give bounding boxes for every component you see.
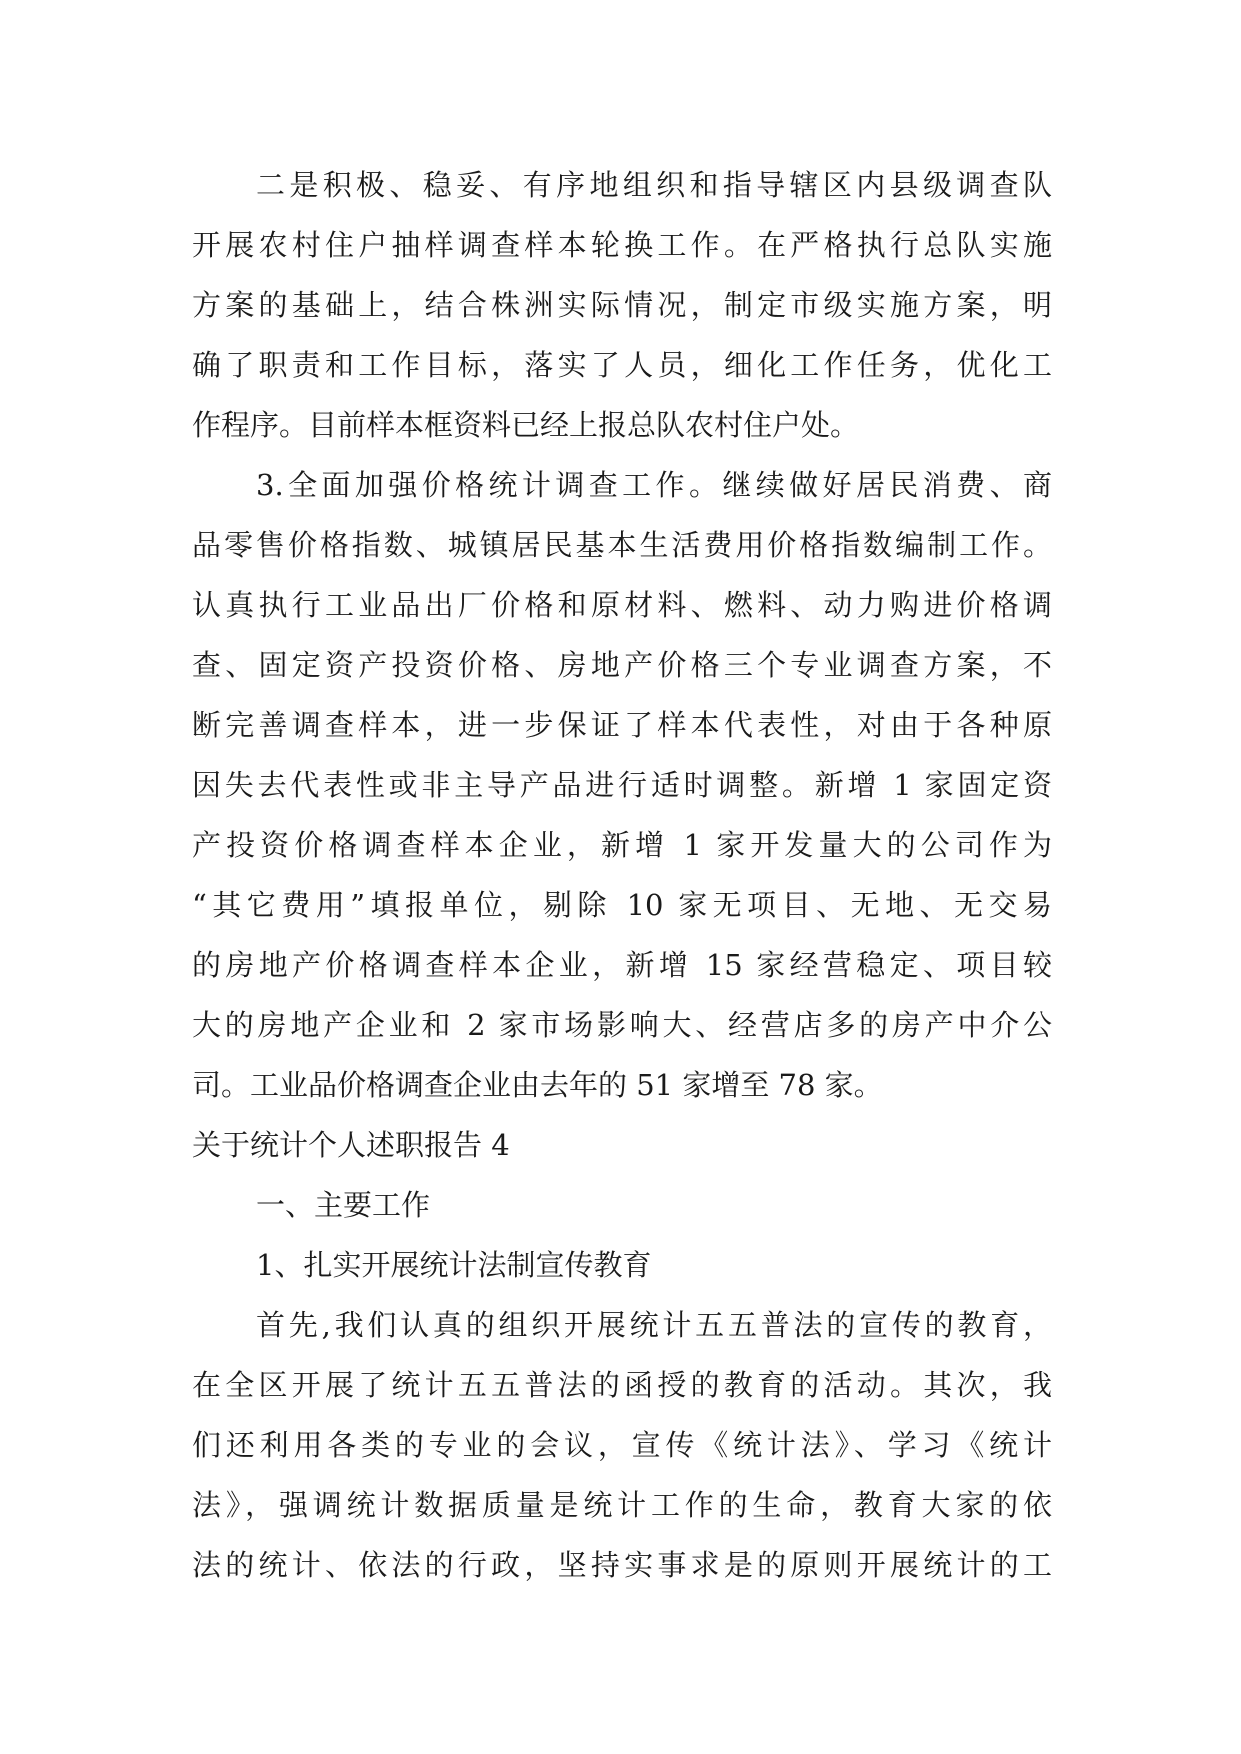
section-heading: 一、主要工作 (256, 1188, 431, 1222)
subsection-heading: 1、扎实开展统计法制宣传教育 (256, 1248, 652, 1282)
paragraph-line: 查、固定资产投资价格、房地产价格三个专业调查方案，不 (192, 648, 1052, 682)
paragraph-line: 二是积极、稳妥、有序地组织和指导辖区内县级调查队 (256, 168, 1052, 202)
paragraph-line: 法》，强调统计数据质量是统计工作的生命，教育大家的依 (192, 1488, 1052, 1522)
paragraph-line: 开展农村住户抽样调查样本轮换工作。在严格执行总队实施 (192, 228, 1052, 262)
paragraph-line: 断完善调查样本，进一步保证了样本代表性，对由于各种原 (192, 708, 1052, 742)
paragraph-line: 因失去代表性或非主导产品进行适时调整。新增 1 家固定资 (192, 768, 1052, 802)
paragraph-line: 的房地产价格调查样本企业，新增 15 家经营稳定、项目较 (192, 948, 1052, 982)
paragraph-line: 3.全面加强价格统计调查工作。继续做好居民消费、商 (256, 468, 1052, 502)
document-body (192, 155, 1052, 1595)
paragraph-line: 品零售价格指数、城镇居民基本生活费用价格指数编制工作。 (192, 528, 1052, 562)
paragraph-line: 大的房地产企业和 2 家市场影响大、经营店多的房产中介公 (192, 1008, 1052, 1042)
paragraph-line: 法的统计、依法的行政，坚持实事求是的原则开展统计的工 (192, 1548, 1052, 1582)
paragraph-line: 方案的基础上，结合株洲实际情况，制定市级实施方案，明 (192, 288, 1052, 322)
paragraph-line: 确了职责和工作目标，落实了人员，细化工作任务，优化工 (192, 348, 1052, 382)
paragraph-line: 作程序。目前样本框资料已经上报总队农村住户处。 (192, 408, 860, 442)
paragraph-line: 产投资价格调查样本企业，新增 1 家开发量大的公司作为 (192, 828, 1052, 862)
paragraph-line: “其它费用”填报单位，剔除 10 家无项目、无地、无交易 (192, 888, 1052, 922)
paragraph-line: 司。工业品价格调查企业由去年的 51 家增至 78 家。 (192, 1068, 883, 1102)
paragraph-line: 在全区开展了统计五五普法的函授的教育的活动。其次，我 (192, 1368, 1052, 1402)
section-title: 关于统计个人述职报告 4 (192, 1128, 510, 1162)
paragraph-line: 们还利用各类的专业的会议，宣传《统计法》、学习《统计 (192, 1428, 1052, 1462)
paragraph-line: 认真执行工业品出厂价格和原材料、燃料、动力购进价格调 (192, 588, 1052, 622)
paragraph-line: 首先,我们认真的组织开展统计五五普法的宣传的教育， (256, 1308, 1052, 1342)
